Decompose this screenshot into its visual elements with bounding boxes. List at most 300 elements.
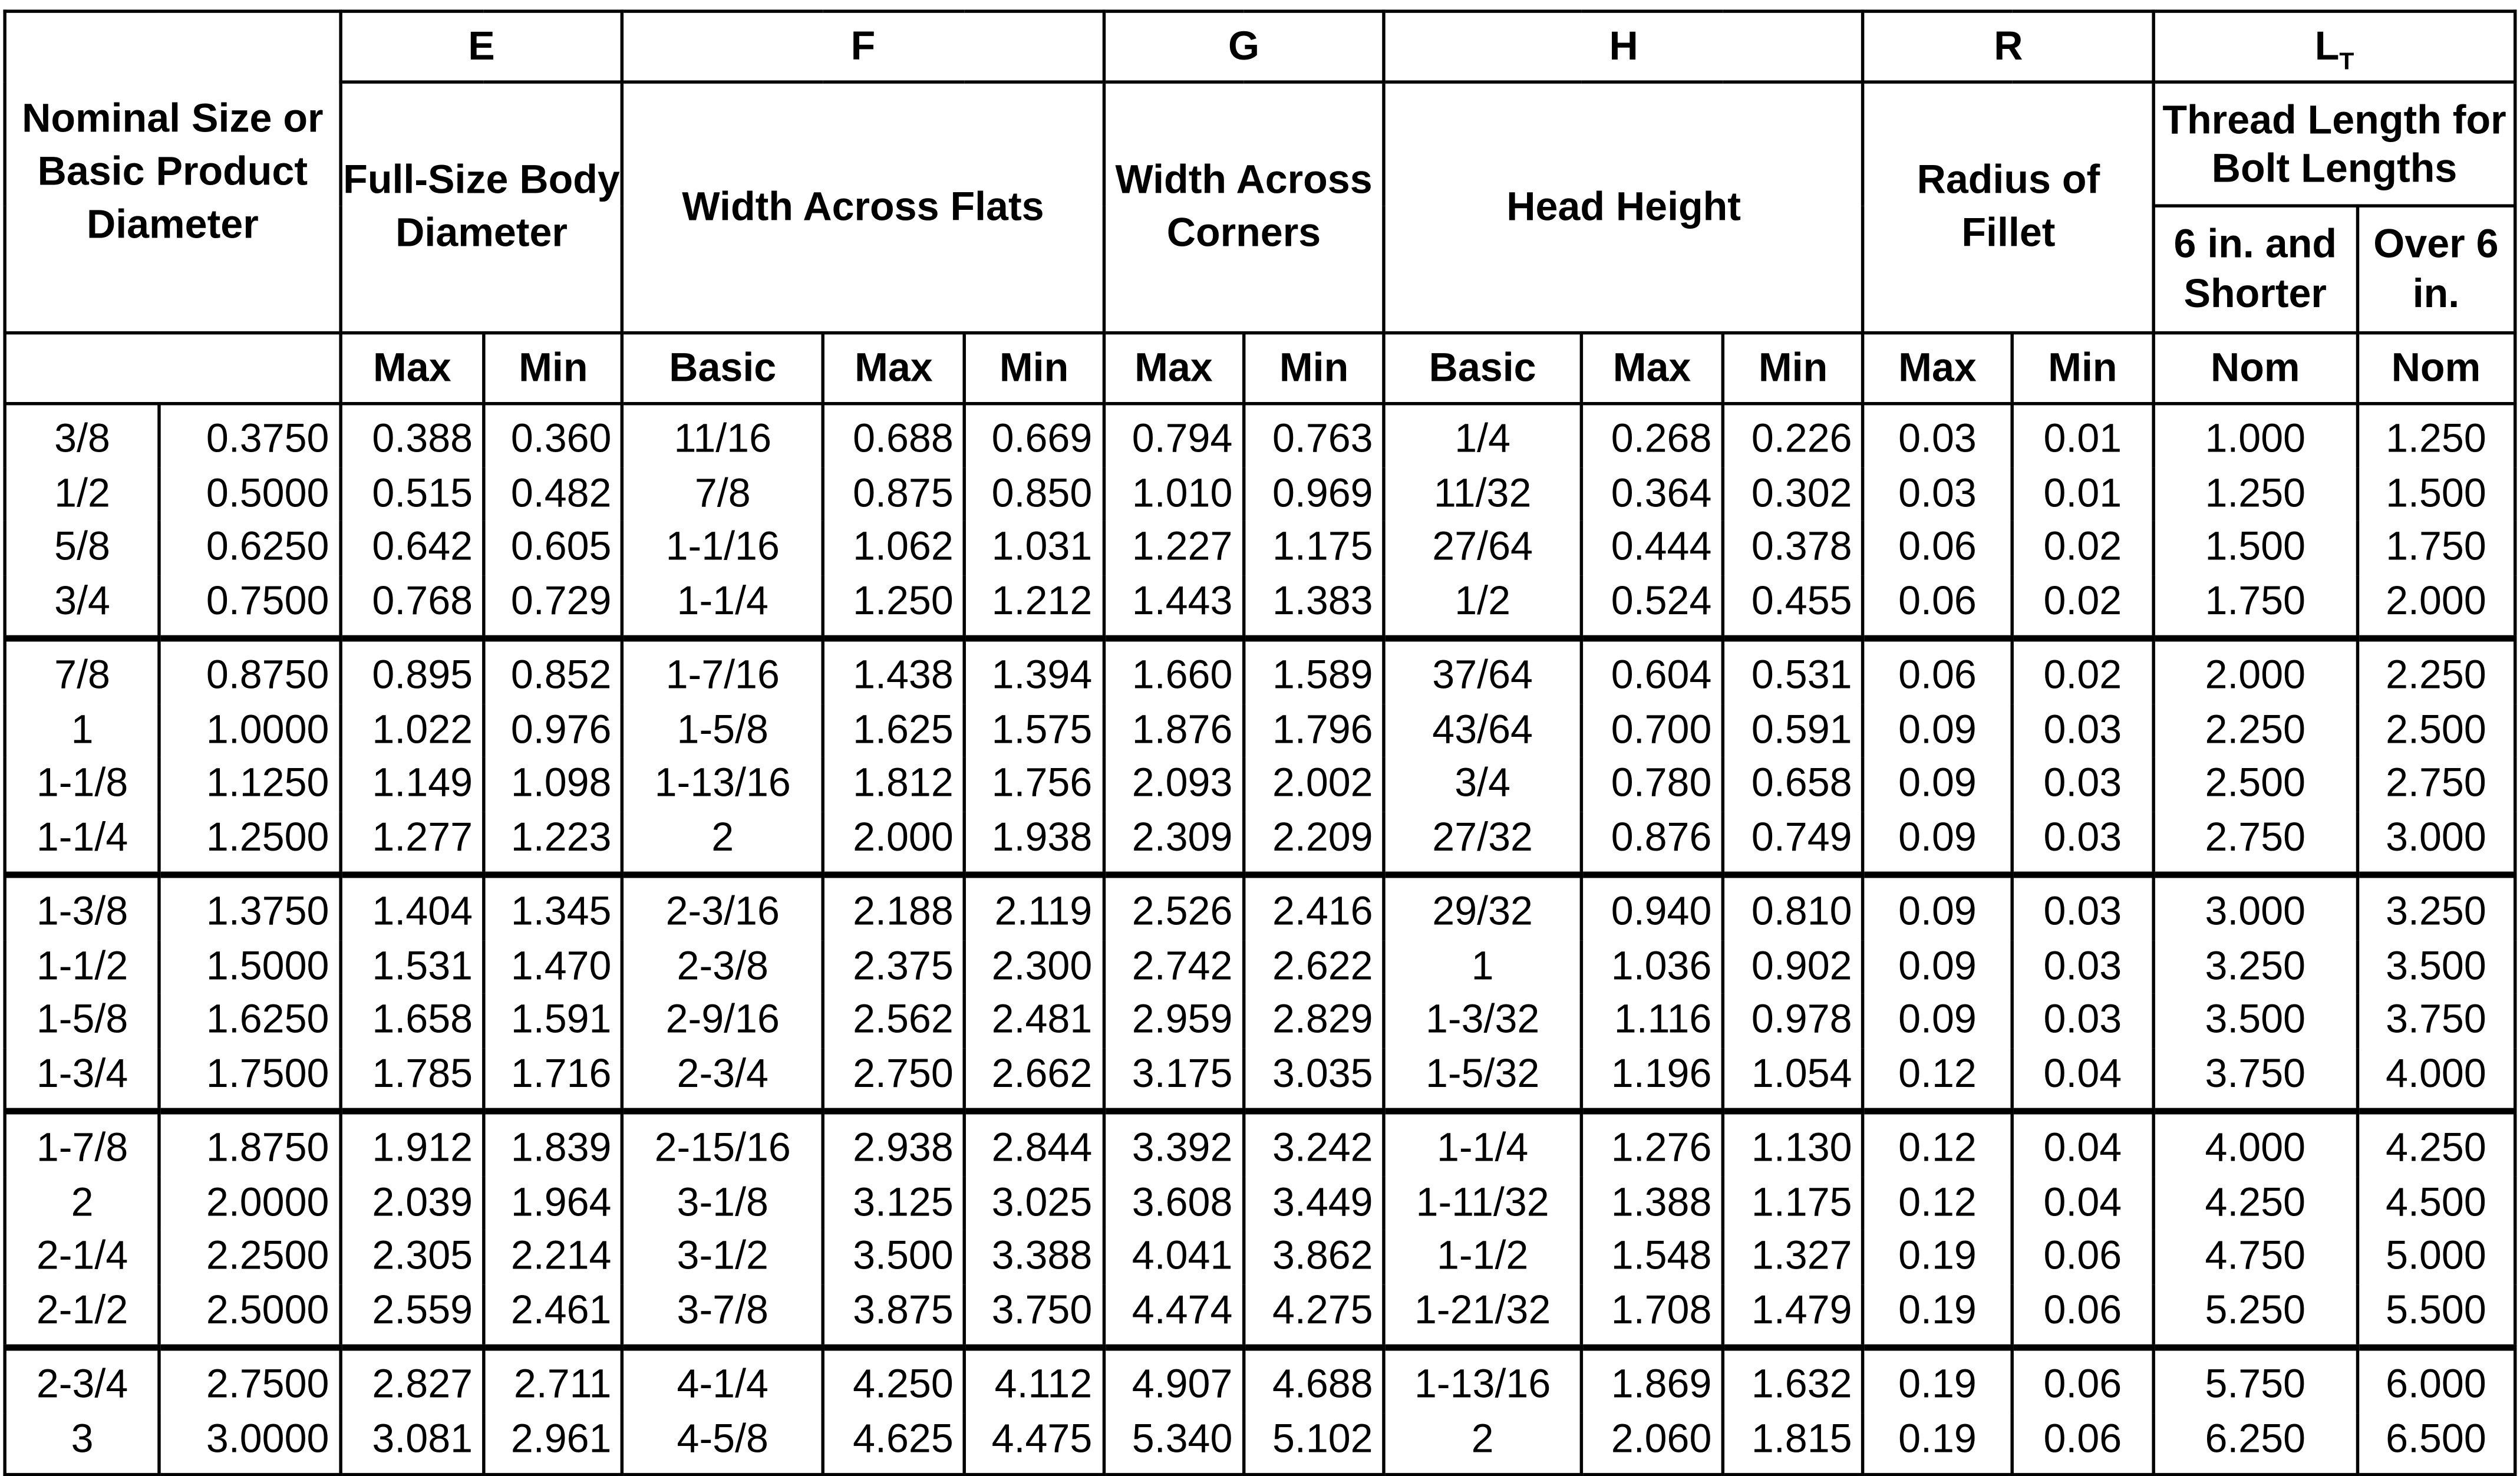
table-cell: 3.0000 bbox=[160, 1413, 341, 1475]
table-cell: 2.214 bbox=[484, 1230, 622, 1284]
table-cell: 2.000 bbox=[2153, 638, 2357, 703]
table-cell: 0.04 bbox=[2011, 1111, 2153, 1176]
table-cell: 2.416 bbox=[1243, 875, 1384, 940]
table-cell: 2.300 bbox=[965, 940, 1104, 994]
table-cell: 0.12 bbox=[1863, 1177, 2012, 1230]
table-cell: 1.443 bbox=[1103, 575, 1243, 638]
table-cell: 2.000 bbox=[2357, 575, 2515, 638]
table-cell: 4.688 bbox=[1243, 1347, 1384, 1412]
table-cell: 3.000 bbox=[2153, 875, 2357, 940]
table-cell: 3.862 bbox=[1243, 1230, 1384, 1284]
header-letter-lt-main: L bbox=[2314, 23, 2340, 68]
table-cell: 4.112 bbox=[965, 1347, 1104, 1412]
table-cell: 0.19 bbox=[1863, 1413, 2012, 1475]
table-cell: 0.895 bbox=[341, 638, 484, 703]
table-cell: 3/4 bbox=[5, 575, 160, 638]
table-cell: 1.589 bbox=[1243, 638, 1384, 703]
table-row bbox=[5, 757, 2515, 811]
table-cell: 1.277 bbox=[341, 811, 484, 875]
table-cell: 1/4 bbox=[1384, 404, 1581, 467]
table-row bbox=[5, 875, 2515, 940]
table-cell: 5/8 bbox=[5, 521, 160, 575]
table-cell: 1.010 bbox=[1103, 467, 1243, 520]
table-row bbox=[5, 1230, 2515, 1284]
table-cell: 0.364 bbox=[1581, 467, 1723, 520]
table-cell: 1-13/16 bbox=[623, 757, 823, 811]
table-cell: 2.461 bbox=[484, 1284, 622, 1347]
table-cell: 3.392 bbox=[1103, 1111, 1243, 1176]
table-cell: 1.815 bbox=[1723, 1413, 1863, 1475]
header-letter-lt bbox=[2153, 11, 2515, 82]
table-cell: 0.388 bbox=[341, 404, 484, 467]
table-cell: 0.976 bbox=[484, 704, 622, 757]
table-cell: 2-3/8 bbox=[623, 940, 823, 994]
table-cell: 2-9/16 bbox=[623, 994, 823, 1047]
table-cell: 1.3750 bbox=[160, 875, 341, 940]
table-cell: 0.03 bbox=[2011, 940, 2153, 994]
table-cell: 1.223 bbox=[484, 811, 622, 875]
table-cell: 3 bbox=[5, 1413, 160, 1475]
subheader-h-min: Min bbox=[1723, 333, 1863, 404]
table-cell: 1-3/32 bbox=[1384, 994, 1581, 1047]
table-cell: 0.8750 bbox=[160, 638, 341, 703]
table-cell: 2.622 bbox=[1243, 940, 1384, 994]
table-cell: 3.750 bbox=[965, 1284, 1104, 1347]
table-cell: 3/8 bbox=[5, 404, 160, 467]
table-cell: 1.130 bbox=[1723, 1111, 1863, 1176]
table-cell: 2-3/4 bbox=[623, 1047, 823, 1111]
table-cell: 2.938 bbox=[823, 1111, 965, 1176]
table-cell: 1.869 bbox=[1581, 1347, 1723, 1412]
table-cell: 6.500 bbox=[2357, 1413, 2515, 1475]
table-cell: 0.669 bbox=[965, 404, 1104, 467]
table-cell: 37/64 bbox=[1384, 638, 1581, 703]
table-cell: 2.750 bbox=[2357, 757, 2515, 811]
table-cell: 1.000 bbox=[2153, 404, 2357, 467]
table-cell: 0.09 bbox=[1863, 704, 2012, 757]
table-cell: 1.756 bbox=[965, 757, 1104, 811]
table-cell: 1.327 bbox=[1723, 1230, 1863, 1284]
table-cell: 1.796 bbox=[1243, 704, 1384, 757]
table-cell: 0.658 bbox=[1723, 757, 1863, 811]
table-cell: 0.729 bbox=[484, 575, 622, 638]
table-cell: 3/4 bbox=[1384, 757, 1581, 811]
header-width-across-corners: Width Across Corners bbox=[1103, 82, 1384, 333]
table-cell: 2.5000 bbox=[160, 1284, 341, 1347]
table-row bbox=[5, 1413, 2515, 1475]
table-cell: 2.481 bbox=[965, 994, 1104, 1047]
table-cell: 0.01 bbox=[2011, 404, 2153, 467]
table-cell: 1.1250 bbox=[160, 757, 341, 811]
table-cell: 4.474 bbox=[1103, 1284, 1243, 1347]
table-cell: 2.000 bbox=[823, 811, 965, 875]
table-cell: 1.098 bbox=[484, 757, 622, 811]
table-cell: 3.500 bbox=[823, 1230, 965, 1284]
subheader-g-max: Max bbox=[1103, 333, 1243, 404]
table-cell: 2.188 bbox=[823, 875, 965, 940]
table-cell: 2.375 bbox=[823, 940, 965, 994]
table-row bbox=[5, 1047, 2515, 1111]
table-cell: 1.479 bbox=[1723, 1284, 1863, 1347]
table-cell: 1.964 bbox=[484, 1177, 622, 1230]
table-row bbox=[5, 1177, 2515, 1230]
table-cell: 3.750 bbox=[2357, 994, 2515, 1047]
table-cell: 1.388 bbox=[1581, 1177, 1723, 1230]
table-cell: 1.0000 bbox=[160, 704, 341, 757]
table-cell: 0.02 bbox=[2011, 638, 2153, 703]
table-row bbox=[5, 811, 2515, 875]
subheader-r-max: Max bbox=[1863, 333, 2012, 404]
table-cell: 0.06 bbox=[2011, 1413, 2153, 1475]
table-cell: 1-1/4 bbox=[5, 811, 160, 875]
table-cell: 0.3750 bbox=[160, 404, 341, 467]
table-cell: 4.000 bbox=[2153, 1111, 2357, 1176]
table-cell: 11/32 bbox=[1384, 467, 1581, 520]
subheader-f-basic: Basic bbox=[623, 333, 823, 404]
table-cell: 5.340 bbox=[1103, 1413, 1243, 1475]
table-row bbox=[5, 994, 2515, 1047]
table-cell: 3-7/8 bbox=[623, 1284, 823, 1347]
table-cell: 1-1/2 bbox=[1384, 1230, 1581, 1284]
table-cell: 0.302 bbox=[1723, 467, 1863, 520]
table-cell: 0.749 bbox=[1723, 811, 1863, 875]
table-cell: 3.125 bbox=[823, 1177, 965, 1230]
table-cell: 3.250 bbox=[2357, 875, 2515, 940]
table-cell: 3.750 bbox=[2153, 1047, 2357, 1111]
table-cell: 0.940 bbox=[1581, 875, 1723, 940]
table-cell: 1.276 bbox=[1581, 1111, 1723, 1176]
table-cell: 1.7500 bbox=[160, 1047, 341, 1111]
table-cell: 1.625 bbox=[823, 704, 965, 757]
table-cell: 0.531 bbox=[1723, 638, 1863, 703]
table-cell: 2.829 bbox=[1243, 994, 1384, 1047]
table-cell: 2.711 bbox=[484, 1347, 622, 1412]
table-cell: 2-3/4 bbox=[5, 1347, 160, 1412]
table-cell: 1.785 bbox=[341, 1047, 484, 1111]
header-letter-f: F bbox=[623, 11, 1104, 82]
table-cell: 1-3/4 bbox=[5, 1047, 160, 1111]
table-cell: 1.548 bbox=[1581, 1230, 1723, 1284]
table-cell: 1.500 bbox=[2153, 521, 2357, 575]
table-cell: 0.19 bbox=[1863, 1284, 2012, 1347]
table-cell: 0.226 bbox=[1723, 404, 1863, 467]
table-cell: 1-13/16 bbox=[1384, 1347, 1581, 1412]
table-cell: 0.04 bbox=[2011, 1177, 2153, 1230]
table-cell: 1.250 bbox=[2357, 404, 2515, 467]
table-cell: 1-5/32 bbox=[1384, 1047, 1581, 1111]
table-cell: 2.959 bbox=[1103, 994, 1243, 1047]
table-cell: 2.060 bbox=[1581, 1413, 1723, 1475]
header-letter-lt-subscript: T bbox=[2339, 47, 2354, 75]
table-cell: 1-11/32 bbox=[1384, 1177, 1581, 1230]
table-cell: 1.500 bbox=[2357, 467, 2515, 520]
table-cell: 1-1/8 bbox=[5, 757, 160, 811]
table-cell: 2.844 bbox=[965, 1111, 1104, 1176]
table-cell: 1.250 bbox=[823, 575, 965, 638]
table-cell: 1-5/8 bbox=[623, 704, 823, 757]
table-cell: 2.500 bbox=[2153, 757, 2357, 811]
table-cell: 4.250 bbox=[823, 1347, 965, 1412]
table-cell: 4.475 bbox=[965, 1413, 1104, 1475]
bolt-dimensions-table bbox=[3, 9, 2516, 1476]
table-cell: 0.6250 bbox=[160, 521, 341, 575]
table-cell: 1.750 bbox=[2357, 521, 2515, 575]
table-cell: 0.810 bbox=[1723, 875, 1863, 940]
table-cell: 0.604 bbox=[1581, 638, 1723, 703]
table-cell: 1.812 bbox=[823, 757, 965, 811]
header-thread-long: Over 6 in. bbox=[2357, 206, 2515, 333]
table-cell: 0.763 bbox=[1243, 404, 1384, 467]
table-cell: 0.09 bbox=[1863, 875, 2012, 940]
table-cell: 0.04 bbox=[2011, 1047, 2153, 1111]
subheader-lt-short-nom: Nom bbox=[2153, 333, 2357, 404]
table-cell: 2.119 bbox=[965, 875, 1104, 940]
table-cell: 2.002 bbox=[1243, 757, 1384, 811]
table-cell: 5.102 bbox=[1243, 1413, 1384, 1475]
table-cell: 1.839 bbox=[484, 1111, 622, 1176]
table-cell: 1.250 bbox=[2153, 467, 2357, 520]
table-cell: 0.902 bbox=[1723, 940, 1863, 994]
table-cell: 4-5/8 bbox=[623, 1413, 823, 1475]
header-full-size-body-diameter: Full-Size Body Diameter bbox=[341, 82, 623, 333]
table-cell: 2.250 bbox=[2153, 704, 2357, 757]
table-row bbox=[5, 1111, 2515, 1176]
table-cell: 2.526 bbox=[1103, 875, 1243, 940]
table-cell: 1 bbox=[1384, 940, 1581, 994]
table-cell: 1.212 bbox=[965, 575, 1104, 638]
table-cell: 0.969 bbox=[1243, 467, 1384, 520]
table-cell: 3.608 bbox=[1103, 1177, 1243, 1230]
table-cell: 1.062 bbox=[823, 521, 965, 575]
table-cell: 2.305 bbox=[341, 1230, 484, 1284]
table-cell: 2-3/16 bbox=[623, 875, 823, 940]
subheader-e-max: Max bbox=[341, 333, 484, 404]
table-cell: 0.06 bbox=[2011, 1284, 2153, 1347]
table-cell: 0.09 bbox=[1863, 811, 2012, 875]
table-cell: 27/32 bbox=[1384, 811, 1581, 875]
table-cell: 1.227 bbox=[1103, 521, 1243, 575]
table-cell: 3.500 bbox=[2357, 940, 2515, 994]
table-cell: 29/32 bbox=[1384, 875, 1581, 940]
table-cell: 0.06 bbox=[1863, 575, 2012, 638]
table-cell: 0.09 bbox=[1863, 940, 2012, 994]
table-cell: 0.876 bbox=[1581, 811, 1723, 875]
subheader-blank bbox=[5, 333, 340, 404]
table-cell: 2 bbox=[1384, 1413, 1581, 1475]
table-cell: 0.482 bbox=[484, 467, 622, 520]
table-cell: 1-1/4 bbox=[1384, 1111, 1581, 1176]
table-cell: 1/2 bbox=[1384, 575, 1581, 638]
table-cell: 1-5/8 bbox=[5, 994, 160, 1047]
table-cell: 0.780 bbox=[1581, 757, 1723, 811]
table-cell: 2.7500 bbox=[160, 1347, 341, 1412]
table-cell: 0.360 bbox=[484, 404, 622, 467]
header-thread-short: 6 in. and Shorter bbox=[2153, 206, 2357, 333]
table-cell: 7/8 bbox=[5, 638, 160, 703]
table-cell: 0.03 bbox=[2011, 875, 2153, 940]
table-cell: 1.531 bbox=[341, 940, 484, 994]
table-cell: 3.250 bbox=[2153, 940, 2357, 994]
table-cell: 3.242 bbox=[1243, 1111, 1384, 1176]
table-cell: 1.5000 bbox=[160, 940, 341, 994]
table-cell: 0.06 bbox=[1863, 521, 2012, 575]
table-cell: 0.03 bbox=[2011, 994, 2153, 1047]
table-cell: 0.01 bbox=[2011, 467, 2153, 520]
table-row bbox=[5, 521, 2515, 575]
table-cell: 4.500 bbox=[2357, 1177, 2515, 1230]
table-cell: 0.19 bbox=[1863, 1347, 2012, 1412]
table-cell: 0.515 bbox=[341, 467, 484, 520]
subheader-f-max: Max bbox=[823, 333, 965, 404]
table-cell: 2.742 bbox=[1103, 940, 1243, 994]
table-cell: 1.660 bbox=[1103, 638, 1243, 703]
table-cell: 0.978 bbox=[1723, 994, 1863, 1047]
table-cell: 0.268 bbox=[1581, 404, 1723, 467]
table-cell: 2.750 bbox=[2153, 811, 2357, 875]
table-cell: 0.06 bbox=[2011, 1230, 2153, 1284]
table-cell: 1.116 bbox=[1581, 994, 1723, 1047]
table-cell: 2.961 bbox=[484, 1413, 622, 1475]
subheader-h-basic: Basic bbox=[1384, 333, 1581, 404]
table-cell: 0.06 bbox=[2011, 1347, 2153, 1412]
header-thread-length: Thread Length for Bolt Lengths bbox=[2153, 82, 2515, 206]
table-cell: 2.309 bbox=[1103, 811, 1243, 875]
table-cell: 0.06 bbox=[1863, 638, 2012, 703]
table-cell: 1.394 bbox=[965, 638, 1104, 703]
header-letter-h: H bbox=[1384, 11, 1863, 82]
header-width-across-flats: Width Across Flats bbox=[623, 82, 1104, 333]
table-cell: 2.250 bbox=[2357, 638, 2515, 703]
table-cell: 0.524 bbox=[1581, 575, 1723, 638]
table-cell: 6.250 bbox=[2153, 1413, 2357, 1475]
table-cell: 1.2500 bbox=[160, 811, 341, 875]
table-cell: 3.175 bbox=[1103, 1047, 1243, 1111]
table-cell: 0.688 bbox=[823, 404, 965, 467]
table-cell: 0.03 bbox=[2011, 704, 2153, 757]
table-cell: 0.03 bbox=[2011, 757, 2153, 811]
table-cell: 5.250 bbox=[2153, 1284, 2357, 1347]
table-cell: 1.438 bbox=[823, 638, 965, 703]
table-cell: 1-7/8 bbox=[5, 1111, 160, 1176]
table-cell: 5.500 bbox=[2357, 1284, 2515, 1347]
table-cell: 2 bbox=[623, 811, 823, 875]
table-row bbox=[5, 404, 2515, 467]
table-cell: 0.12 bbox=[1863, 1111, 2012, 1176]
table-cell: 11/16 bbox=[623, 404, 823, 467]
table-cell: 1.6250 bbox=[160, 994, 341, 1047]
table-cell: 1.8750 bbox=[160, 1111, 341, 1176]
table-cell: 4.250 bbox=[2357, 1111, 2515, 1176]
table-row bbox=[5, 467, 2515, 520]
table-cell: 1-3/8 bbox=[5, 875, 160, 940]
header-letter-g: G bbox=[1103, 11, 1384, 82]
table-cell: 1.658 bbox=[341, 994, 484, 1047]
table-row bbox=[5, 704, 2515, 757]
table-cell: 3-1/2 bbox=[623, 1230, 823, 1284]
table-cell: 2.662 bbox=[965, 1047, 1104, 1111]
table-cell: 1.345 bbox=[484, 875, 622, 940]
table-cell: 0.794 bbox=[1103, 404, 1243, 467]
table-cell: 1.575 bbox=[965, 704, 1104, 757]
table-cell: 1-1/2 bbox=[5, 940, 160, 994]
table-cell: 1.708 bbox=[1581, 1284, 1723, 1347]
table-row bbox=[5, 1347, 2515, 1412]
table-cell: 0.378 bbox=[1723, 521, 1863, 575]
table-cell: 1-7/16 bbox=[623, 638, 823, 703]
table-cell: 43/64 bbox=[1384, 704, 1581, 757]
table-cell: 1.175 bbox=[1723, 1177, 1863, 1230]
table-cell: 0.852 bbox=[484, 638, 622, 703]
table-cell: 2.750 bbox=[823, 1047, 965, 1111]
table-cell: 0.12 bbox=[1863, 1047, 2012, 1111]
table-cell: 3.081 bbox=[341, 1413, 484, 1475]
subheader-r-min: Min bbox=[2011, 333, 2153, 404]
table-cell: 2.0000 bbox=[160, 1177, 341, 1230]
table-cell: 2 bbox=[5, 1177, 160, 1230]
table-cell: 6.000 bbox=[2357, 1347, 2515, 1412]
table-cell: 1.912 bbox=[341, 1111, 484, 1176]
table-cell: 2.559 bbox=[341, 1284, 484, 1347]
table-cell: 3.035 bbox=[1243, 1047, 1384, 1111]
header-head-height: Head Height bbox=[1384, 82, 1863, 333]
table-cell: 2.827 bbox=[341, 1347, 484, 1412]
table-cell: 2.2500 bbox=[160, 1230, 341, 1284]
table-cell: 3.500 bbox=[2153, 994, 2357, 1047]
subheader-e-min: Min bbox=[484, 333, 622, 404]
table-cell: 1.591 bbox=[484, 994, 622, 1047]
table-cell: 2.562 bbox=[823, 994, 965, 1047]
table-cell: 0.850 bbox=[965, 467, 1104, 520]
table-cell: 3.025 bbox=[965, 1177, 1104, 1230]
table-cell: 1.470 bbox=[484, 940, 622, 994]
table-cell: 2-1/2 bbox=[5, 1284, 160, 1347]
subheader-g-min: Min bbox=[1243, 333, 1384, 404]
table-cell: 1 bbox=[5, 704, 160, 757]
table-cell: 4-1/4 bbox=[623, 1347, 823, 1412]
table-cell: 4.625 bbox=[823, 1413, 965, 1475]
table-cell: 3-1/8 bbox=[623, 1177, 823, 1230]
table-body bbox=[5, 404, 2515, 1475]
table-cell: 4.275 bbox=[1243, 1284, 1384, 1347]
header-nominal-size: Nominal Size or Basic Product Diameter bbox=[5, 11, 340, 333]
subheader-row bbox=[5, 333, 2515, 404]
table-cell: 0.02 bbox=[2011, 521, 2153, 575]
table-cell: 0.591 bbox=[1723, 704, 1863, 757]
table-cell: 0.444 bbox=[1581, 521, 1723, 575]
table-cell: 5.750 bbox=[2153, 1347, 2357, 1412]
table-cell: 0.03 bbox=[1863, 404, 2012, 467]
table-cell: 0.875 bbox=[823, 467, 965, 520]
table-cell: 1.938 bbox=[965, 811, 1104, 875]
table-cell: 2.039 bbox=[341, 1177, 484, 1230]
table-row bbox=[5, 940, 2515, 994]
table-cell: 0.455 bbox=[1723, 575, 1863, 638]
table-cell: 2.500 bbox=[2357, 704, 2515, 757]
header-radius-of-fillet: Radius of Fillet bbox=[1863, 82, 2154, 333]
table-cell: 1.175 bbox=[1243, 521, 1384, 575]
table-cell: 2.209 bbox=[1243, 811, 1384, 875]
table-cell: 1.031 bbox=[965, 521, 1104, 575]
table-cell: 3.000 bbox=[2357, 811, 2515, 875]
table-cell: 4.000 bbox=[2357, 1047, 2515, 1111]
subheader-f-min: Min bbox=[965, 333, 1104, 404]
table-cell: 3.875 bbox=[823, 1284, 965, 1347]
table-cell: 1.716 bbox=[484, 1047, 622, 1111]
table-cell: 1.632 bbox=[1723, 1347, 1863, 1412]
table-cell: 2.093 bbox=[1103, 757, 1243, 811]
table-cell: 1.750 bbox=[2153, 575, 2357, 638]
table-row bbox=[5, 638, 2515, 703]
